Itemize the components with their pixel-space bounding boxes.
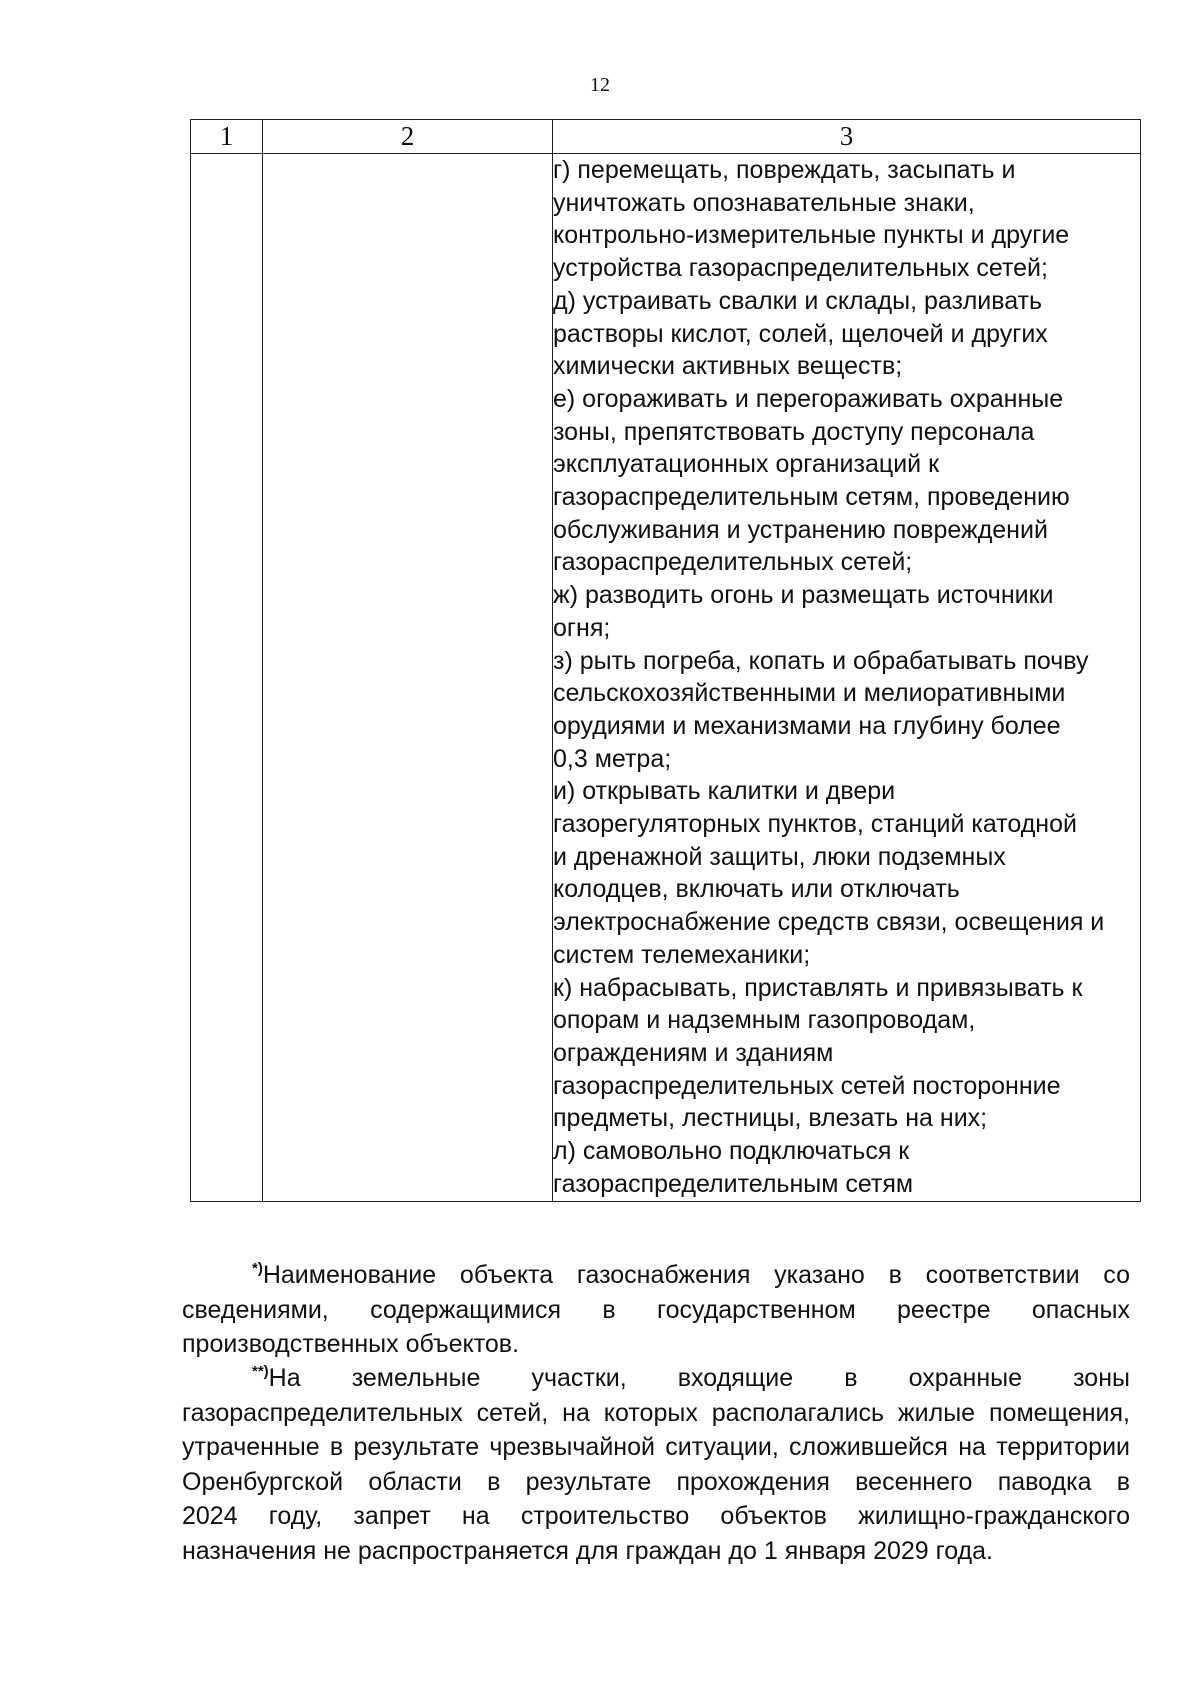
footnote-line: производственных объектов. [182,1330,520,1358]
restriction-line: и дренажной защиты, люки подземных [553,842,1006,871]
table-cell-col1 [191,154,263,1202]
footnote-marker: *) [252,1260,263,1277]
restriction-line: газораспределительных сетей; [553,548,913,577]
restriction-line: химически активных веществ; [553,352,903,381]
restriction-line: газораспределительным сетям [553,1169,914,1198]
restriction-line: орудиями и механизмами на глубину более [553,711,1061,740]
restriction-line: ограждениям и зданиям [553,1038,834,1067]
footnote-2 [182,1355,1130,1568]
restriction-line: электроснабжение средств связи, освещения и [553,908,1105,937]
footnote-line: 2024 году, запрет на строительство объектов жилищно-гражданского [182,1502,1130,1530]
restriction-line: газорегуляторных пунктов, станций катодной [553,810,1077,839]
restriction-line: зоны, препятствовать доступу персонала [553,417,1035,446]
footnote-line: назначения не распространяется для граждан до 1 января 2029 года. [182,1536,993,1565]
table-cell-col3 [553,154,1141,1202]
restriction-line: г) перемещать, повреждать, засыпать и [553,156,1016,184]
footnote-1 [182,1252,1130,1362]
restrictions-table [190,119,1141,1202]
restriction-line: газораспределительным сетям, проведению [553,483,1070,512]
restriction-line: колодцев, включать или отключать [553,875,960,904]
restriction-line: газораспределительных сетей посторонние [553,1071,1061,1100]
table-row [191,154,1141,1202]
restriction-line: эксплуатационных организаций к [553,450,940,479]
column-header-3: 3 [553,120,1141,154]
restriction-line: растворы кислот, солей, щелочей и других [553,319,1048,348]
footnote-line [182,1355,1130,1396]
restriction-line: опорам и надземным газопроводам, [553,1006,976,1035]
restriction-line: уничтожать опознавательные знаки, [553,188,975,217]
restriction-line: з) рыть погреба, копать и обрабатывать почву [553,646,1089,675]
page-number: 12 [590,74,610,96]
footnote-text: На земельные участки, входящие в охранные зоны [268,1364,1130,1392]
table-cell-col2 [263,154,553,1202]
restriction-line: ж) разводить огонь и размещать источники [553,581,1054,610]
restriction-line: контрольно-измерительные пункты и другие [553,221,1070,250]
footnote-line: газораспределительных сетей, на которых располагались жилые помещения, [182,1398,1130,1427]
restriction-line: сельскохозяйственными и мелиоративными [553,679,1066,708]
restriction-line: д) устраивать свалки и склады, разливать [553,286,1043,315]
restriction-line: огня; [553,613,611,642]
column-header-1: 1 [191,120,263,154]
restriction-line: и) открывать калитки и двери [553,777,896,806]
column-header-2: 2 [263,120,553,154]
footnote-text: Наименование объекта газоснабжения указано в соответствии со [262,1261,1130,1289]
restriction-line: предметы, лестницы, влезать на них; [553,1104,988,1133]
table-header-row [191,120,1141,154]
restriction-line: 0,3 метра; [553,744,672,773]
footnote-line: сведениями, содержащимися в государственном реестре опасных [182,1295,1130,1324]
footnote-marker: **) [252,1363,269,1380]
footnote-line: утраченные в результате чрезвычайной ситуации, сложившейся на территории [182,1433,1130,1461]
restriction-line: обслуживания и устранению повреждений [553,515,1048,544]
restriction-line: е) огораживать и перегораживать охранные [553,384,1064,413]
restriction-line: систем телемеханики; [553,940,811,969]
footnote-line: Оренбургской области в результате прохождения весеннего паводка в [182,1467,1130,1496]
restriction-line: л) самовольно подключаться к [553,1137,910,1166]
footnote-line [182,1252,1130,1293]
restriction-line: устройства газораспределительных сетей; [553,254,1048,283]
restriction-line: к) набрасывать, приставлять и привязывать к [553,973,1083,1002]
